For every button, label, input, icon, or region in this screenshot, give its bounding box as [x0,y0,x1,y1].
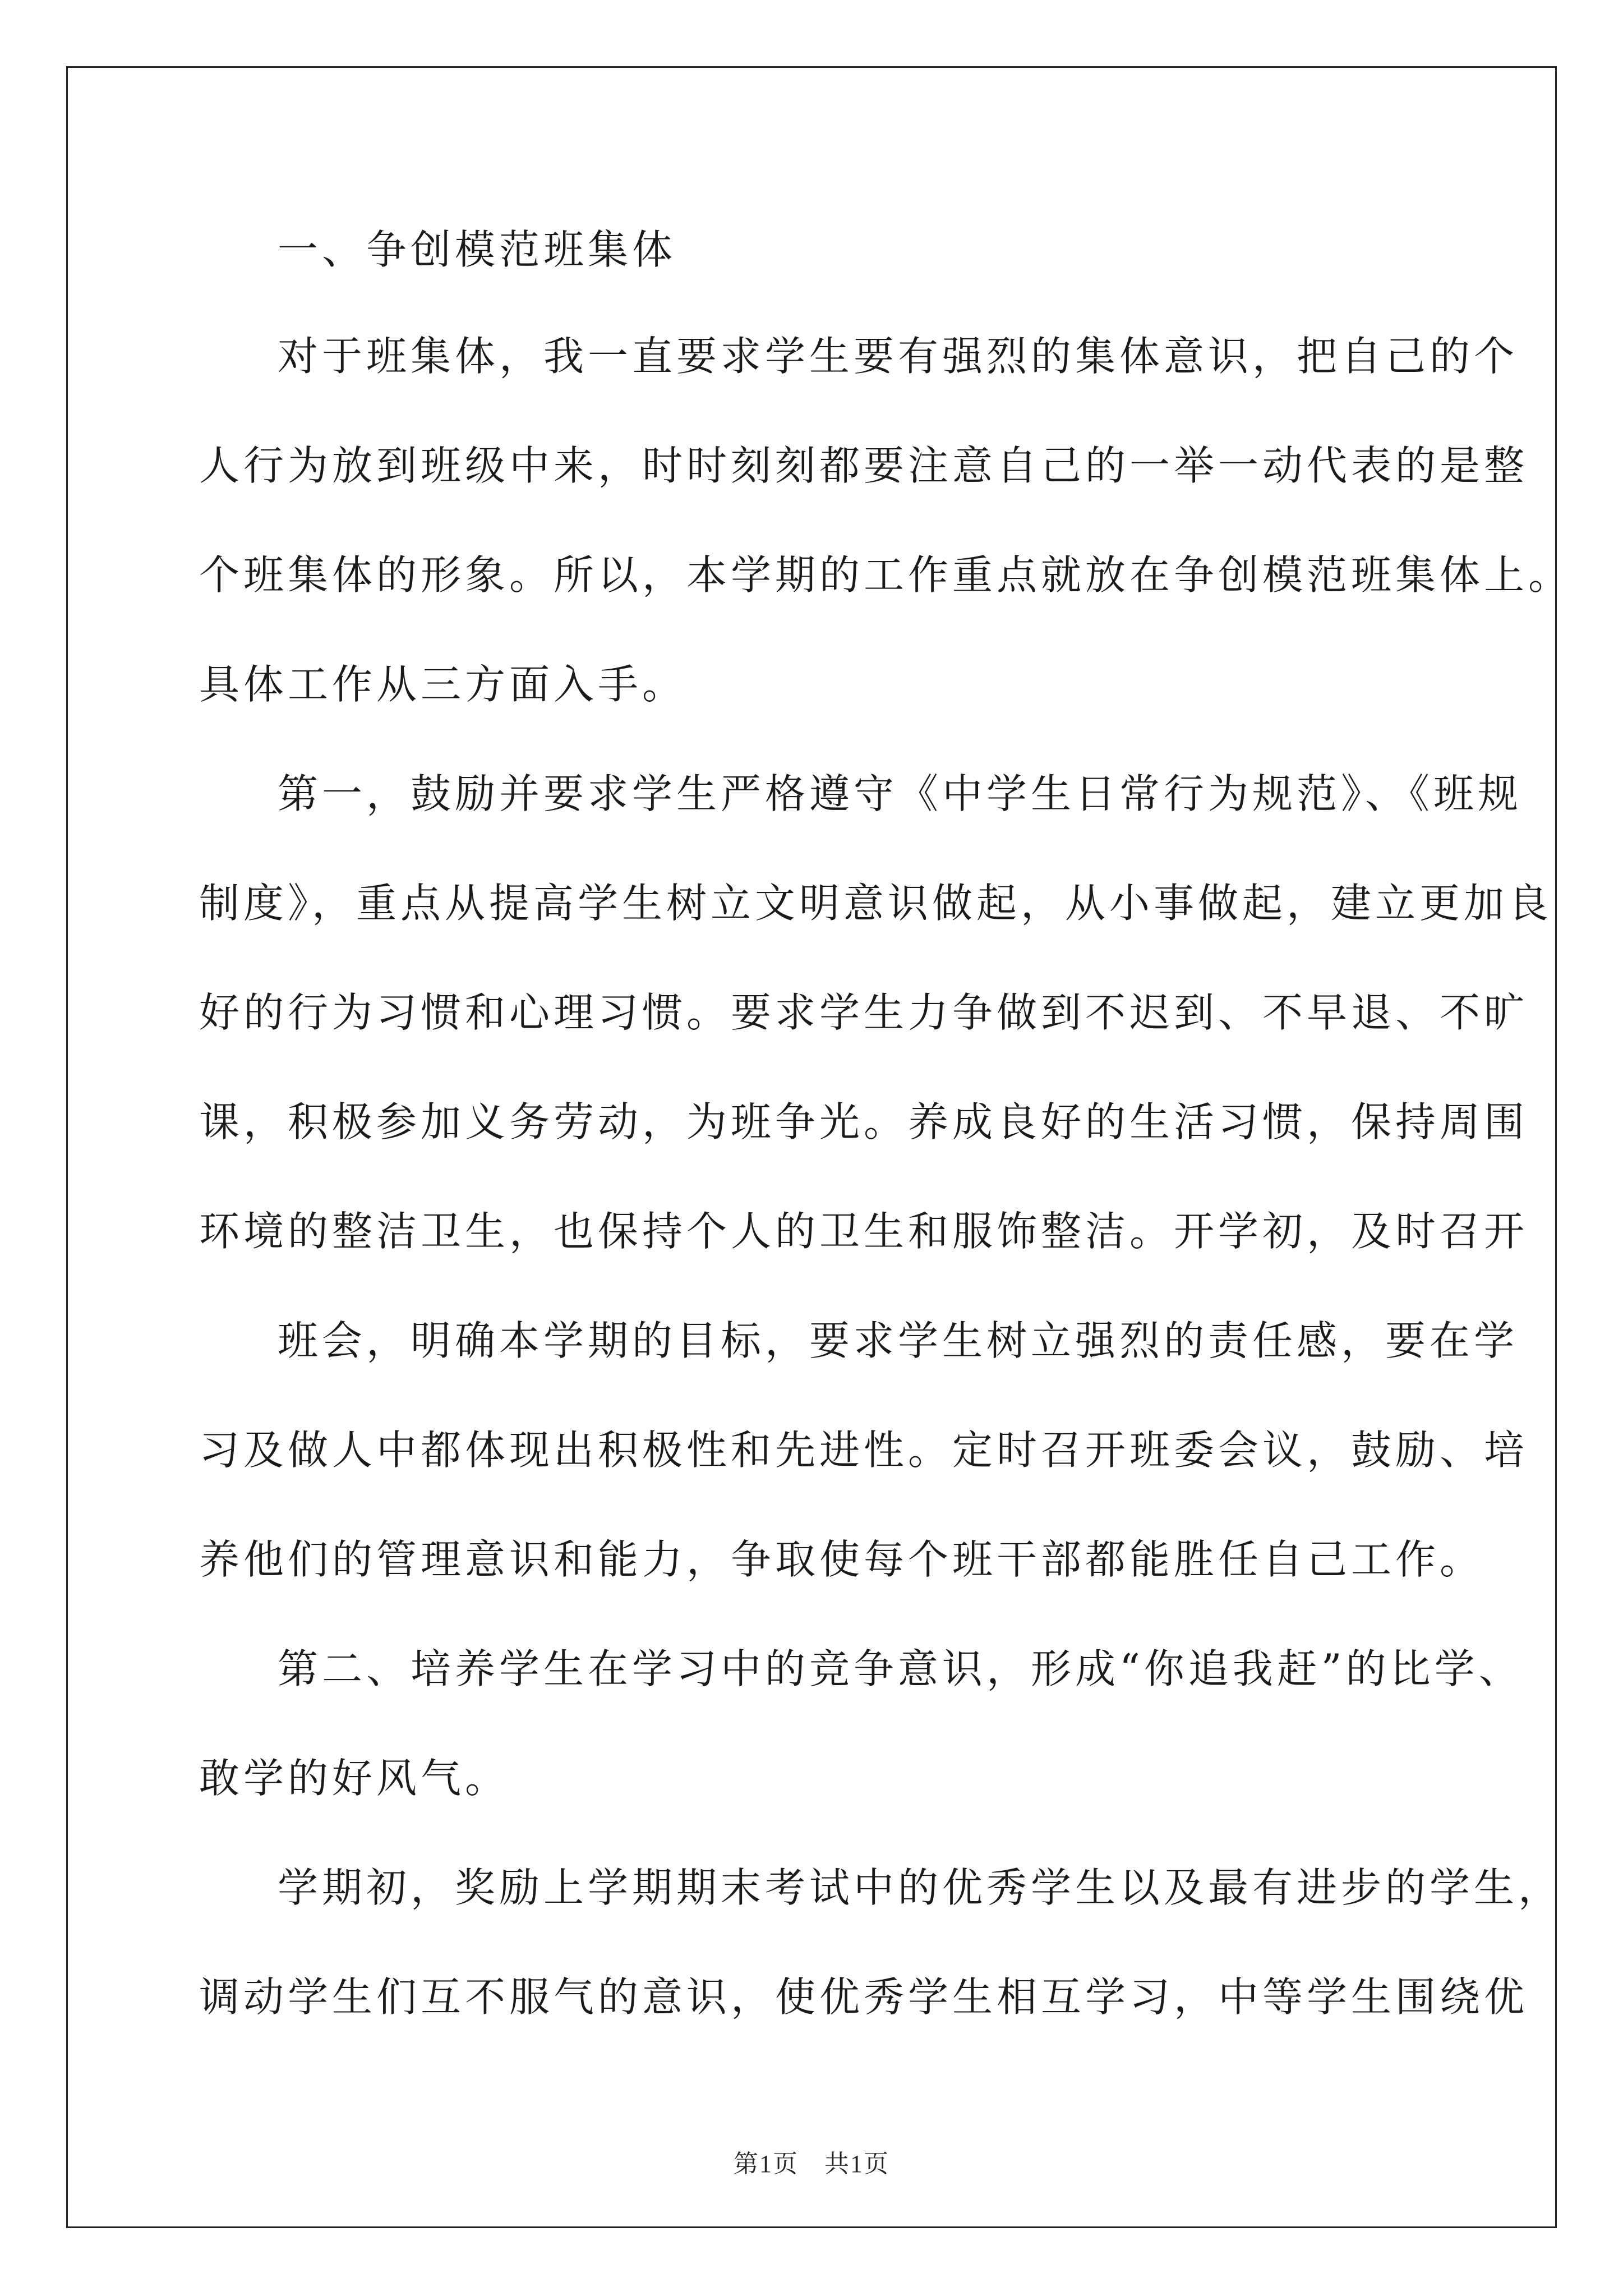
paragraph-line: 第一，鼓励并要求学生严格遵守《中学生日常行为规范》、《班规 [278,770,1523,817]
paragraph-line: 第二、培养学生在学习中的竞争意识，形成“你追我赶”的比学、 [278,1645,1523,1692]
paragraph-line: 班会，明确本学期的目标，要求学生树立强烈的责任感，要在学 [278,1317,1519,1364]
paragraph-line: 学期初，奖励上学期期末考试中的优秀学生以及最有进步的学生， [278,1864,1563,1911]
paragraph-line: 敢学的好风气。 [199,1755,510,1802]
paragraph-line: 调动学生们互不服气的意识，使优秀学生相互学习，中等学生围绕优 [199,1973,1529,2021]
paragraph-line: 个班集体的形象。所以，本学期的工作重点就放在争创模范班集体上。 [199,551,1573,599]
section-heading: 一、争创模范班集体 [278,226,677,273]
paragraph-line: 对于班集体，我一直要求学生要有强烈的集体意识，把自己的个 [278,333,1519,380]
paragraph-line: 制度》，重点从提高学生树立文明意识做起，从小事做起，建立更加良 [199,880,1553,927]
paragraph-line: 人行为放到班级中来，时时刻刻都要注意自己的一举一动代表的是整 [199,442,1529,489]
page-footer: 第1页 共1页 [734,2150,889,2178]
paragraph-line: 养他们的管理意识和能力，争取使每个班干部都能胜任自己工作。 [199,1536,1484,1583]
paragraph-line: 环境的整洁卫生，也保持个人的卫生和服饰整洁。开学初，及时召开 [199,1208,1529,1255]
paragraph-line: 课，积极参加义务劳动，为班争光。养成良好的生活习惯，保持周围 [199,1098,1529,1145]
paragraph-line: 习及做人中都体现出积极性和先进性。定时召开班委会议，鼓励、培 [199,1427,1529,1474]
paragraph-line: 具体工作从三方面入手。 [199,661,687,708]
paragraph-line: 好的行为习惯和心理习惯。要求学生力争做到不迟到、不早退、不旷 [199,989,1529,1036]
